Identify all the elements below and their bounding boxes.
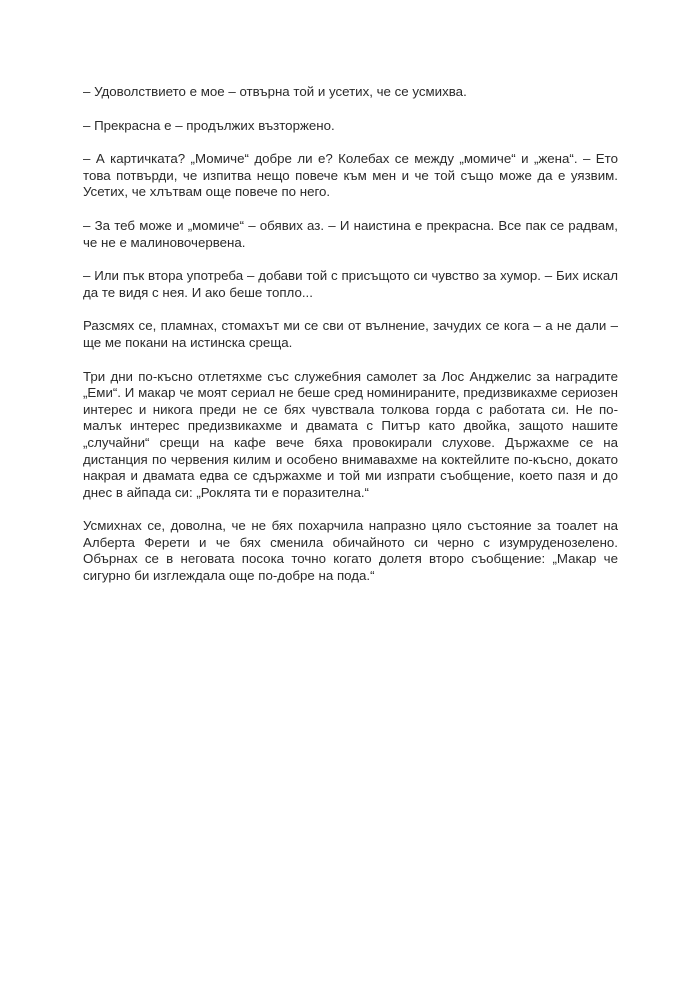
paragraph-6: Разсмях се, пламнах, стомахът ми се сви от вълнение, зачудих се кога – а не дали – ще ме покани на истинска среща. [83, 318, 618, 350]
paragraph-3: – А картичката? „Момиче“ добре ли е? Колебах се между „момиче“ и „жена“. – Ето това потвърди, че изпитва нещо повече към мен и че той също може да е уязвим. Усетих, че хлътвам още повече по него. [83, 151, 618, 200]
paragraph-1: – Удоволствието е мое – отвърна той и усетих, че се усмихва. [83, 84, 467, 99]
paragraph-7: Три дни по-късно отлетяхме със служебния самолет за Лос Анджелис за наградите „Еми“. И макар че моят сериал не беше сред номинираните, предизвикахме сериозен интерес и никога преди не се бях чувствала толкова горда с работата си. Не по-малък интерес предизвикахме и двамата с Питър като двойка, защото нашите „случайни“ срещи на кафе вече бяха провокирали слухове. Държахме се на дистанция по червения килим и особено внимавахме на коктейлите по-късно, докато накрая и двамата едва се сдържахме и той ми изпрати съобщение, което пазя и до днес в айпада си: „Роклята ти е поразителна.“ [83, 368, 618, 500]
paragraph-5: – Или пък втора употреба – добави той с присъщото си чувство за хумор. – Бих искал да те видя с нея. И ако беше топло... [83, 268, 618, 300]
document-page [83, 84, 618, 602]
paragraph-2: – Прекрасна е – продължих възторжено. [83, 117, 335, 133]
paragraph-8: Усмихнах се, доволна, че не бях похарчила напразно цяло състояние за тоалет на Алберта Ферети и че бях сменила обичайното си черно с изумруденозелено. Обърнах се в неговата посока точно когато долетя второ съобщение: „Макар че сигурно би изглеждала още по-добре на пода.“ [83, 518, 618, 584]
paragraph-4: – За теб може и „момиче“ – обявих аз. – И наистина е прекрасна. Все пак се радвам, че не е малиновочервена. [83, 217, 618, 250]
